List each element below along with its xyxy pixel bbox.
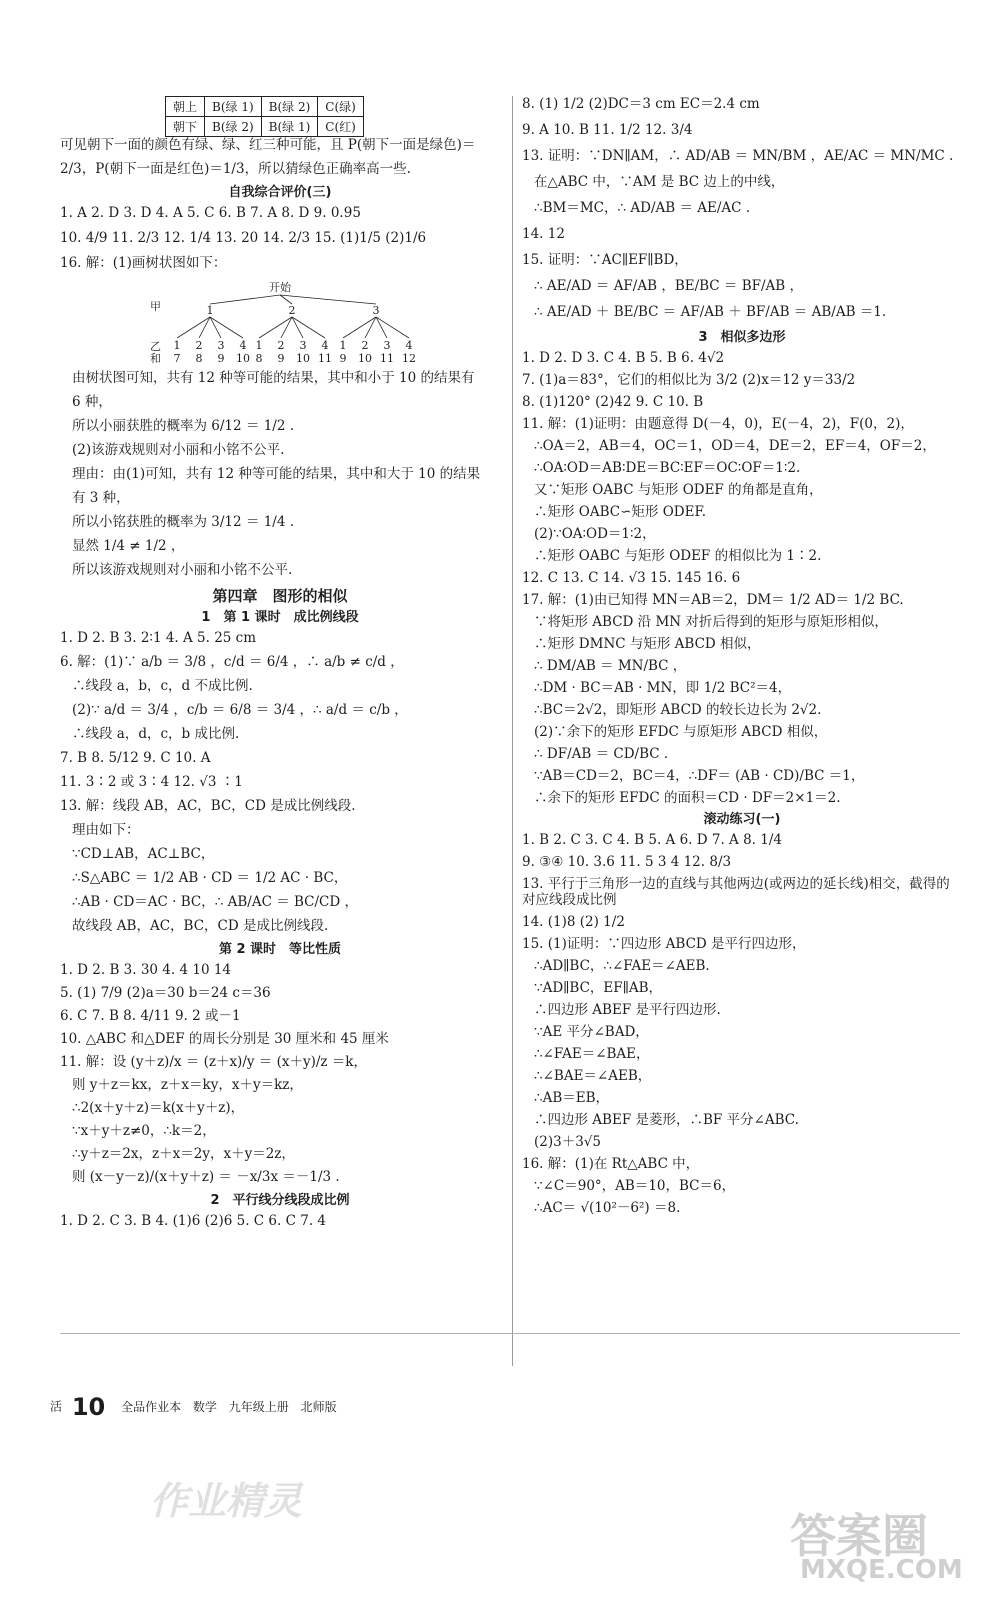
answer-line: 16. 解：(1)画树状图如下： (60, 255, 227, 271)
tree-node-sum: 10 (236, 352, 250, 365)
tree-node-yi: 3 (299, 339, 307, 352)
answer-line: 故线段 AB，AC，BC，CD 是成比例线段. (72, 918, 329, 934)
tree-branches (174, 295, 417, 365)
chapter-title: 第四章 图形的相似 (212, 587, 348, 605)
answer-line: 有 3 种， (72, 490, 130, 506)
answer-line: 所以小丽获胜的概率为 6/12 ＝ 1/2 . (72, 418, 294, 434)
column-divider (512, 96, 513, 1366)
similar-polygons-answers (522, 350, 962, 806)
answer-line: 9. ③④ 10. 3.6 11. 5 3 4 12. 8/3 (522, 854, 732, 870)
tree-node-yi: 2 (195, 339, 203, 352)
tree-edge (177, 317, 210, 338)
tree-node-sum: 8 (195, 352, 203, 365)
tree-node-yi: 1 (173, 339, 181, 352)
tree-edge (376, 317, 409, 338)
lesson-3-title: 2 平行线分线段成比例 (210, 1193, 350, 1208)
table-cell: C(红) (318, 117, 364, 137)
left-column (60, 96, 500, 1233)
table-row (166, 97, 364, 117)
lesson-3-answers (60, 1213, 500, 1229)
page-footer (50, 1393, 470, 1423)
answer-line: 8. (1)120° (2)42 9. C 10. B (522, 394, 704, 410)
tree-edge (210, 317, 243, 338)
watermark-site-cn: 答案圈 (790, 1509, 928, 1563)
answer-line: 7. B 8. 5/12 9. C 10. A (60, 750, 211, 766)
footer-grade: 九年级上册 (228, 1399, 289, 1414)
answer-line: 1. D 2. B 3. 30 4. 4 10 14 (60, 962, 232, 978)
answer-line: ∵CD⊥AB，AC⊥BC， (72, 846, 215, 862)
answer-line: 5. (1) 7/9 (2)a＝30 b＝24 c＝36 (60, 985, 271, 1001)
answer-line: 显然 1/4 ≠ 1/2 ， (72, 538, 185, 554)
tree-jia-label: 甲 (150, 300, 161, 313)
answer-line: 理由：由(1)可知，共有 12 种等可能的结果，其中和大于 10 的结果 (72, 466, 481, 482)
tree-node-yi: 2 (361, 339, 369, 352)
answer-line: ∵x＋y＋z≠0，∴k＝2， (72, 1123, 216, 1139)
answer-line: ∵∠C＝90°，AB＝10，BC＝6， (534, 1178, 736, 1194)
answer-line: 1. A 2. D 3. D 4. A 5. C 6. B 7. A 8. D 9. 0.95 (60, 205, 361, 221)
tree-edge (343, 317, 376, 338)
tree-node-yi: 3 (383, 339, 391, 352)
tree-edge (259, 317, 292, 338)
answer-line: 在△ABC 中，∵AM 是 BC 边上的中线， (534, 174, 785, 190)
answer-line: ∴矩形 OABC∽矩形 ODEF. (534, 504, 707, 520)
answer-line: ∵AB＝CD＝2，BC＝4，∴DF＝ (AB · CD)/BC ＝1， (534, 768, 865, 784)
answer-line: ∴∠FAE＝∠BAE， (534, 1046, 650, 1062)
answer-line: ∵AD∥BC，EF∥AB， (534, 980, 663, 996)
answer-line: 则 y＋z＝kx，z＋x＝ky，x＋y＝kz， (72, 1077, 303, 1093)
lesson-3-answers-cont (522, 96, 962, 320)
answer-line: 9. A 10. B 11. 1/2 12. 3/4 (522, 122, 693, 138)
tree-node-sum: 9 (277, 352, 285, 365)
tree-node-sum: 10 (296, 352, 310, 365)
tree-edge (210, 295, 280, 304)
answer-line: ∴ DM/AB ＝ MN/BC ， (534, 658, 687, 674)
answer-line: 8. (1) 1/2 (2)DC＝3 cm EC＝2.4 cm (522, 96, 760, 112)
tree-node-sum: 11 (380, 352, 394, 365)
answer-line: 6 种， (72, 394, 112, 410)
tree-he-label: 和 (150, 352, 161, 365)
answer-line: 6. 解：(1)∵ a/b ＝ 3/8 ，c/d ＝ 6/4 ，∴ a/b ≠ c/d ， (60, 654, 404, 670)
tree-node-sum: 7 (173, 352, 181, 365)
tree-diagram (60, 280, 500, 366)
answer-line: ∴BC＝2√2，即矩形 ABCD 的较长边长为 2√2. (534, 702, 822, 718)
review-3-answers-cont (60, 370, 500, 578)
tree-node-yi: 2 (277, 339, 285, 352)
answer-line: 1. B 2. C 3. C 4. B 5. A 6. D 7. A 8. 1/4 (522, 832, 782, 848)
watermark-brand: 作业精灵 (150, 1479, 303, 1523)
answer-line: ∴y＋z＝2x，z＋x＝2y，x＋y＝2z， (72, 1146, 295, 1162)
answer-line: 13. 证明：∵DN∥AM，∴ AD/AB ＝ MN/BM ，AE/AC ＝ MN/MC . (522, 148, 954, 164)
answer-line: 15. (1)证明：∵四边形 ABCD 是平行四边形， (522, 936, 806, 952)
tree-node-sum: 10 (358, 352, 372, 365)
answer-line: (2)∵OA∶OD＝1∶2， (534, 526, 656, 542)
answer-line: ∴ AE/AD ＝ AF/AB ，BE/BC ＝ BF/AB ， (534, 278, 804, 294)
answer-line: 15. 证明：∵AC∥EF∥BD， (522, 252, 688, 268)
table-cell: B(绿 2) (261, 97, 318, 117)
answer-line: 所以该游戏规则对小丽和小铭不公平. (72, 562, 293, 578)
tree-node-jia: 2 (288, 304, 296, 317)
lesson-1-title: 1 第 1 课时 成比例线段 (201, 610, 359, 625)
answer-line: ∴余下的矩形 EFDC 的面积＝CD · DF＝2×1＝2. (534, 790, 841, 806)
answer-line: 1. D 2. D 3. C 4. B 5. B 6. 4√2 (522, 350, 725, 366)
tree-node-jia: 1 (206, 304, 214, 317)
result-table (165, 96, 364, 137)
footer-subject: 数学 (192, 1399, 217, 1414)
answer-line: ∴S△ABC ＝ 1/2 AB · CD ＝ 1/2 AC · BC， (72, 870, 348, 886)
review-3-answers (60, 205, 500, 271)
table-cell: B(绿 1) (261, 117, 318, 137)
answer-line: 又∵矩形 OABC 与矩形 ODEF 的角都是直角， (534, 482, 823, 498)
tree-node-yi: 4 (405, 339, 413, 352)
answer-line: ∴线段 a，b，c，d 不成比例. (72, 678, 253, 694)
footer-edition: 北师版 (300, 1399, 337, 1414)
answer-line: (2)该游戏规则对小丽和小铭不公平. (72, 442, 285, 458)
table-cell: 朝下 (166, 117, 205, 137)
tree-node-jia: 3 (372, 304, 380, 317)
answer-line: 14. (1)8 (2) 1/2 (522, 914, 625, 930)
answer-line: 1. D 2. C 3. B 4. (1)6 (2)6 5. C 6. C 7. 4 (60, 1213, 326, 1229)
table-cell: 朝上 (166, 97, 205, 117)
answer-line: ∴线段 a，d，c，b 成比例. (72, 726, 240, 742)
tree-yi-label: 乙 (150, 340, 161, 353)
answer-line: (2)∵余下的矩形 EFDC 与原矩形 ABCD 相似， (534, 724, 828, 740)
answer-line: ∴2(x＋y＋z)＝k(x＋y＋z)， (72, 1100, 245, 1116)
watermark-site-url: MXQE.COM (800, 1555, 963, 1585)
table-cell: C(绿) (318, 97, 364, 117)
page-number: 10 (71, 1393, 106, 1421)
answer-line: 1. D 2. B 3. 2∶1 4. A 5. 25 cm (60, 630, 257, 646)
answer-line: 11. 3∶2 或 3∶4 12. √3 ∶1 (60, 774, 243, 790)
answer-line: 13. 解：线段 AB，AC，BC，CD 是成比例线段. (60, 798, 356, 814)
tree-node-yi: 1 (339, 339, 347, 352)
answer-line: 12. C 13. C 14. √3 15. 145 16. 6 (522, 570, 741, 586)
answer-line: 则 (x－y－z)/(x＋y＋z) ＝ －x/3x ＝－1/3 . (72, 1169, 340, 1185)
answer-line: ∴四边形 ABEF 是菱形，∴BF 平分∠ABC. (534, 1112, 799, 1128)
answer-line: 理由如下： (72, 822, 140, 838)
answer-line: ∴矩形 OABC 与矩形 ODEF 的相似比为 1∶2. (534, 548, 822, 564)
answer-line: ∴ DF/AB ＝ CD/BC . (534, 746, 669, 762)
answer-line: ∴DM · BC＝AB · MN，即 1/2 BC²＝4， (534, 680, 792, 696)
lesson-2-answers (60, 962, 500, 1185)
tree-node-sum: 11 (318, 352, 332, 365)
answer-line: ∴OA∶OD＝AB∶DE＝BC∶EF＝OC∶OF＝1∶2. (534, 460, 801, 476)
lesson-1-answers (60, 630, 500, 934)
answer-line: 所以小铭获胜的概率为 3/12 ＝ 1/4 . (72, 514, 294, 530)
answer-line: 6. C 7. B 8. 4/11 9. 2 或－1 (60, 1008, 241, 1024)
footer-rule (60, 1333, 960, 1334)
section-title-rolling-practice: 滚动练习(一) (703, 812, 781, 827)
tree-start-label: 开始 (269, 281, 291, 294)
tree-node-yi: 1 (255, 339, 263, 352)
answer-line: 17. 解：(1)由已知得 MN＝AB＝2，DM＝ 1/2 AD＝ 1/2 BC. (522, 592, 904, 608)
answer-line: 13. 平行于三角形一边的直线与其他两边(或两边的延长线)相交，截得的对应线段成比例 (522, 876, 950, 908)
tree-node-sum: 12 (402, 352, 416, 365)
answer-line: 可见朝下一面的颜色有绿、绿、红三种可能，且 P(朝下一面是绿色)＝ (60, 137, 476, 153)
footer-book: 全品作业本 (121, 1399, 182, 1414)
answer-line: 由树状图可知，共有 12 种等可能的结果，其中和小于 10 的结果有 (72, 370, 475, 386)
tree-node-yi: 4 (321, 339, 329, 352)
answer-line: ∴AD∥BC，∴∠FAE＝∠AEB. (534, 958, 710, 974)
answer-line: ∴∠BAE＝∠AEB， (534, 1068, 652, 1084)
answer-line: 11. 解：(1)证明：由题意得 D(－4，0)，E(－4，2)，F(0，2)， (522, 416, 914, 432)
lesson-2-title: 第 2 课时 等比性质 (218, 942, 342, 957)
tree-node-sum: 9 (339, 352, 347, 365)
answer-line: 14. 12 (522, 226, 565, 242)
footer-prefix: 活 (50, 1399, 63, 1414)
answer-line: (2)∵ a/d ＝ 3/4 ，c/b ＝ 6/8 ＝ 3/4 ，∴ a/d ＝ c/b ， (72, 702, 408, 718)
answer-line: 10. △ABC 和△DEF 的周长分别是 30 厘米和 45 厘米 (60, 1031, 389, 1047)
answer-line: 11. 解：设 (y＋z)/x ＝ (z＋x)/y ＝ (x＋y)/z ＝k， (60, 1054, 367, 1070)
answer-line: ∴BM＝MC，∴ AD/AB ＝ AE/AC . (534, 200, 751, 216)
answer-line: ∵AE 平分∠BAD， (534, 1024, 649, 1040)
section-title-review-3: 自我综合评价(三) (228, 185, 332, 200)
section-title-similar-polygons: 3 相似多边形 (698, 330, 786, 345)
answer-line: 2/3，P(朝下一面是红色)＝1/3，所以猜绿色正确率高一些. (60, 161, 411, 177)
answer-line: ∴ AE/AD ＋ BE/BC ＝ AF/AB ＋ BF/AB ＝ AB/AB ＝1. (534, 304, 887, 320)
tree-node-sum: 9 (217, 352, 225, 365)
answer-line: 16. 解：(1)在 Rt△ABC 中， (522, 1156, 700, 1172)
answer-line: (2)3＋3√5 (534, 1134, 601, 1150)
answer-line: ∴矩形 DMNC 与矩形 ABCD 相似， (534, 636, 761, 652)
answer-line: ∴AC＝ √(10²－6²) ＝8. (534, 1200, 681, 1216)
answer-line: 10. 4/9 11. 2/3 12. 1/4 13. 20 14. 2/3 15. (1)1/5 (2)1/6 (60, 230, 427, 246)
rolling-practice-answers (522, 832, 962, 1216)
answer-line: ∴AB · CD＝AC · BC，∴ AB/AC ＝ BC/CD ， (72, 894, 358, 910)
tree-node-yi: 4 (239, 339, 247, 352)
answer-line: ∴AB＝EB， (534, 1090, 610, 1106)
tree-node-yi: 3 (217, 339, 225, 352)
table-row (166, 117, 364, 137)
table-cell: B(绿 2) (205, 117, 262, 137)
table-cell: B(绿 1) (205, 97, 262, 117)
answer-line: ∵将矩形 ABCD 沿 MN 对折后得到的矩形与原矩形相似， (534, 614, 888, 630)
tree-edge (292, 317, 325, 338)
right-column (522, 96, 962, 1222)
answer-line: ∴OA＝2，AB＝4，OC＝1，OD＝4，DE＝2，EF＝4，OF＝2， (534, 438, 936, 454)
answer-line: ∴四边形 ABEF 是平行四边形. (534, 1002, 721, 1018)
intro-text (60, 137, 500, 177)
tree-edge (280, 295, 376, 304)
tree-node-sum: 8 (255, 352, 263, 365)
answer-line: 7. (1)a＝83°，它们的相似比为 3/2 (2)x＝12 y＝33/2 (522, 372, 856, 388)
